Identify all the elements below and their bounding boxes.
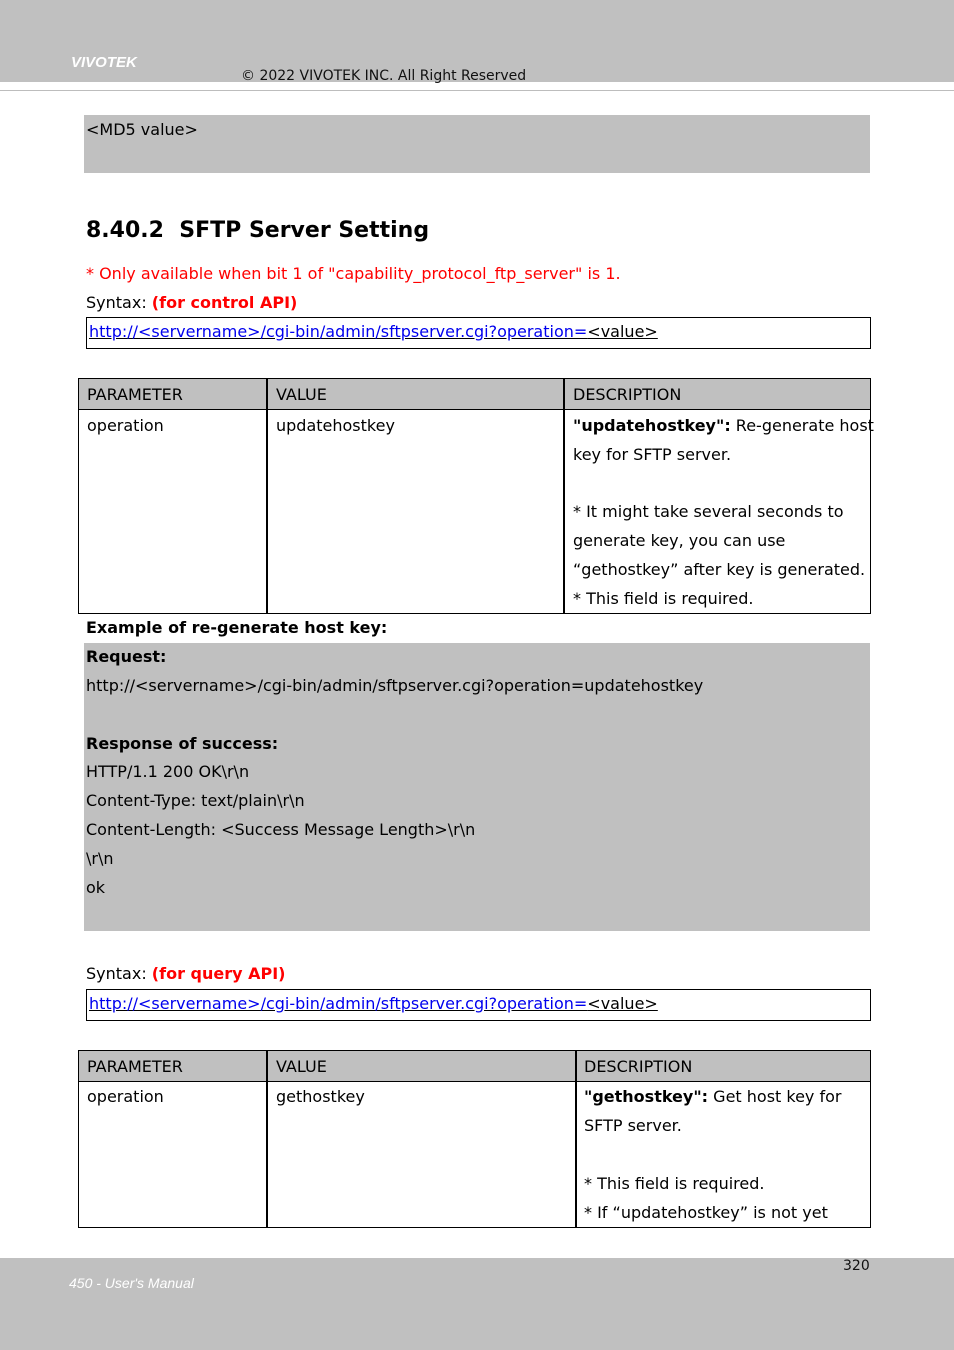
table-header-row (79, 379, 870, 410)
description-line: “gethostkey” after key is generated. (573, 560, 866, 579)
copyright-text: © 2022 VIVOTEK INC. All Right Reserved (241, 68, 527, 84)
request-label: Request: (86, 647, 167, 666)
section-title: SFTP Server Setting (179, 218, 430, 243)
example-title: Example of re-generate host key: (86, 618, 388, 637)
column-divider (563, 379, 565, 613)
manual-label: 450 - User's Manual (69, 1275, 194, 1291)
response-line: Content-Length: <Success Message Length>\r\n (86, 820, 476, 839)
brand-logo-text: VIVOTEK (71, 54, 137, 71)
control-url[interactable] (89, 322, 658, 341)
control-url-link[interactable]: http://<servername>/cgi-bin/admin/sftpserver.cgi?operation= (89, 322, 588, 341)
control-syntax-line (86, 293, 297, 313)
query-parameter-table (78, 1050, 871, 1228)
control-parameter-table (78, 378, 874, 614)
header-description: DESCRIPTION (573, 385, 682, 404)
section-heading (86, 218, 429, 244)
description-keyword: "gethostkey": (584, 1087, 709, 1106)
description-line: key for SFTP server. (573, 445, 732, 464)
column-divider (266, 379, 268, 613)
control-url-box (86, 317, 871, 349)
response-line: Content-Type: text/plain\r\n (86, 791, 305, 810)
md5-code-box (84, 115, 870, 173)
page-footer (0, 1258, 954, 1350)
syntax-label: Syntax: (86, 964, 152, 983)
query-url-value: <value> (587, 994, 658, 1013)
value-cell: updatehostkey (276, 416, 395, 435)
description-line: * This field is required. (573, 589, 754, 608)
response-line: ok (86, 878, 106, 897)
description-line: * If “updatehostkey” is not yet (584, 1203, 828, 1222)
description-line: SFTP server. (584, 1116, 682, 1135)
query-url[interactable] (89, 994, 658, 1013)
page-number: 320 (843, 1258, 870, 1274)
query-syntax-line (86, 964, 285, 984)
column-divider (266, 1051, 268, 1227)
availability-note: * Only available when bit 1 of "capability_protocol_ftp_server" is 1. (86, 264, 621, 283)
description-line: "gethostkey": Get host key for (584, 1087, 842, 1106)
response-line: \r\n (86, 849, 114, 868)
control-url-value: <value> (587, 322, 658, 341)
md5-value-text: <MD5 value> (86, 120, 198, 139)
header-value: VALUE (276, 385, 327, 404)
table-header-row (79, 1051, 870, 1082)
param-cell: operation (87, 1087, 164, 1106)
description-keyword: "updatehostkey": (573, 416, 731, 435)
description-line: * This field is required. (584, 1174, 765, 1193)
header-description: DESCRIPTION (584, 1057, 693, 1076)
value-cell: gethostkey (276, 1087, 365, 1106)
query-url-link[interactable]: http://<servername>/cgi-bin/admin/sftpserver.cgi?operation= (89, 994, 588, 1013)
header-divider (0, 90, 954, 91)
description-line: * It might take several seconds to (573, 502, 844, 521)
header-parameter: PARAMETER (87, 385, 183, 404)
syntax-type: (for query API) (151, 964, 286, 983)
syntax-type: (for control API) (151, 293, 298, 312)
header-value: VALUE (276, 1057, 327, 1076)
response-label: Response of success: (86, 734, 279, 753)
request-url: http://<servername>/cgi-bin/admin/sftpserver.cgi?operation=updatehostkey (86, 676, 704, 695)
header-parameter: PARAMETER (87, 1057, 183, 1076)
description-line: generate key, you can use (573, 531, 786, 550)
section-number: 8.40.2 (86, 218, 164, 243)
query-url-box (86, 989, 871, 1021)
syntax-label: Syntax: (86, 293, 152, 312)
column-divider (575, 1051, 577, 1227)
description-line: "updatehostkey": Re-generate host (573, 416, 874, 435)
response-line: HTTP/1.1 200 OK\r\n (86, 762, 250, 781)
param-cell: operation (87, 416, 164, 435)
